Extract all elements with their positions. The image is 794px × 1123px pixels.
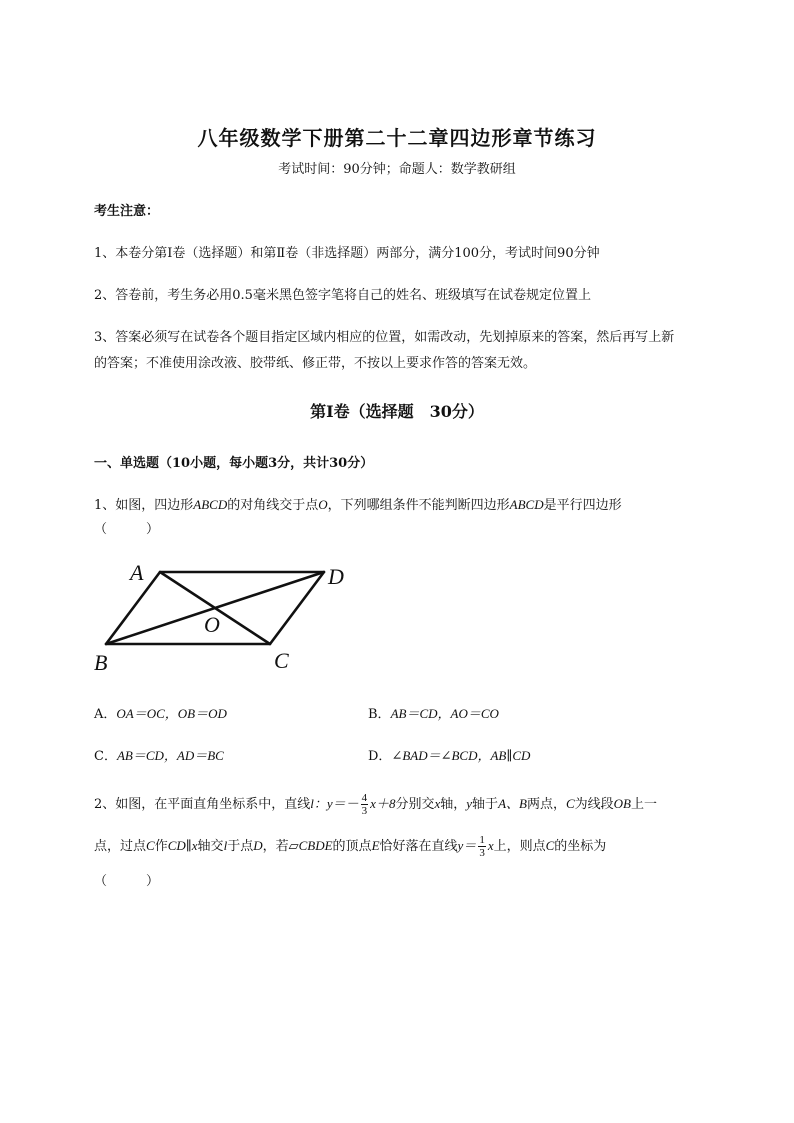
parallelogram-figure [88, 558, 358, 678]
notice-item-3: 3、答案必须写在试卷各个题目指定区域内相应的位置，如需改动，先划掉原来的答案，然后再写上新 [94, 330, 675, 345]
fraction-4-3: $\frac{4}{3}$ [361, 792, 368, 817]
question-2-stem-line-2: 点，过点C作CD∥x轴交l于点D，若▱CBDE的顶点E恰好落在直线y＝ $\frac{1}{3}$ x上，则点C的坐标为 [94, 834, 607, 859]
label-o: O [204, 612, 220, 637]
notice-heading: 考生注意： [94, 204, 160, 219]
question-1-stem: 1、如图，四边形ABCD的对角线交于点O，下列哪组条件不能判断四边形ABCD是平行四边形 [94, 497, 622, 513]
q1-option-d[interactable]: D．∠BAD＝∠BCD，AB∥CD [368, 748, 531, 764]
part-heading: 一、单选题（10小题，每小题3分，共计30分） [94, 456, 374, 471]
label-a: A [130, 560, 144, 585]
fraction-1-3: $\frac{1}{3}$ [479, 834, 485, 859]
section-title: 第I卷（选择题 30分） [310, 402, 484, 421]
q1-option-b[interactable]: B．AB＝CD，AO＝CO [368, 706, 499, 722]
question-1-answer-blank: （ ） [94, 522, 160, 537]
notice-item-2: 2、答卷前，考生务必用0.5毫米黑色签字笔将自己的姓名、班级填写在试卷规定位置上 [94, 288, 591, 303]
label-c: C [274, 648, 289, 673]
notice-item-1: 1、本卷分第I卷（选择题）和第Ⅱ卷（非选择题）两部分，满分100分，考试时间90分钟 [94, 246, 600, 261]
question-2-stem-line-1: 2、如图，在平面直角坐标系中，直线l：y＝－ $\frac{4}{3}$ x＋8分别交x轴，y轴于A、B两点，C为线段OB上一 [94, 792, 658, 817]
label-b: B [94, 650, 108, 675]
label-d: D [328, 564, 344, 589]
q1-option-c[interactable]: C．AB＝CD，AD＝BC [94, 748, 224, 764]
exam-info: 考试时间：90分钟；命题人：数学教研组 [278, 162, 516, 177]
q1-option-a[interactable]: A．OA＝OC，OB＝OD [94, 706, 227, 722]
notice-item-3-cont: 的答案；不准使用涂改液、胶带纸、修正带，不按以上要求作答的答案无效。 [94, 356, 537, 371]
page-title: 八年级数学下册第二十二章四边形章节练习 [197, 126, 597, 150]
question-2-answer-blank: （ ） [94, 874, 160, 889]
